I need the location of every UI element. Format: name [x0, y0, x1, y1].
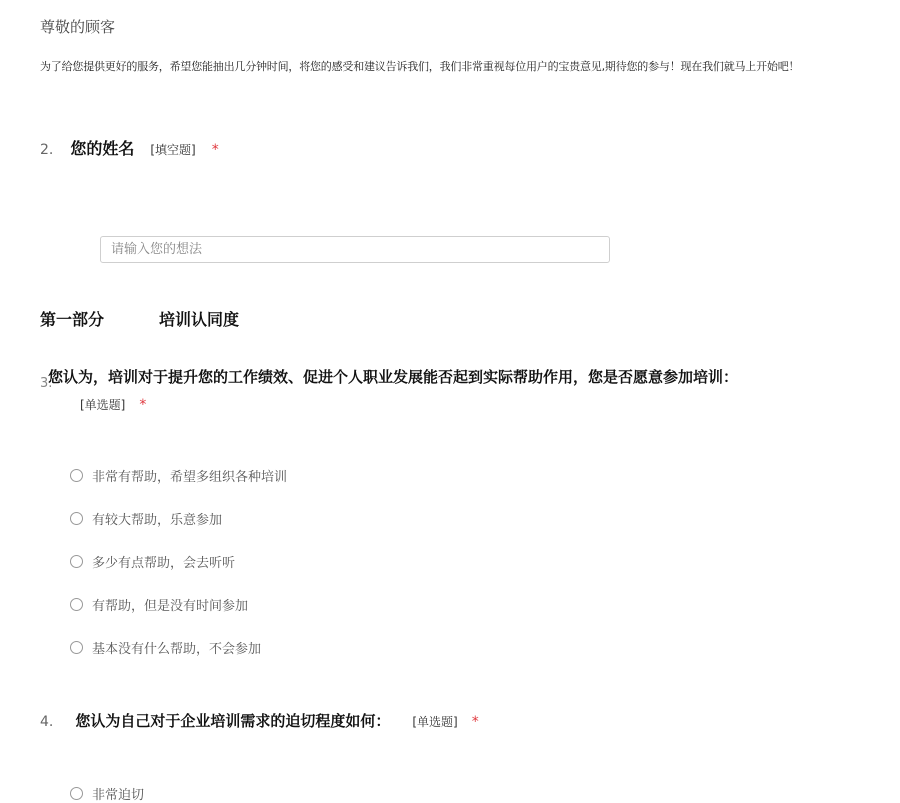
survey-greeting: 尊敬的顾客 [40, 18, 116, 36]
radio-button[interactable] [70, 787, 83, 800]
required-marker: * [471, 714, 479, 730]
option-label: 有较大帮助，乐意参加 [92, 513, 223, 528]
option-q3-4[interactable] [70, 595, 248, 614]
question-number: 2. [40, 142, 54, 158]
option-label: 多少有点帮助，会去听听 [92, 556, 236, 571]
question-type-label: [填空题] [150, 143, 196, 157]
question-type-label: [单选题] [412, 715, 458, 729]
required-marker: * [211, 142, 219, 158]
option-q3-1[interactable] [70, 466, 287, 485]
question-4-header [40, 710, 479, 731]
radio-button[interactable] [70, 469, 83, 482]
option-q3-3[interactable] [70, 552, 235, 571]
name-input[interactable] [100, 236, 610, 263]
option-label: 有帮助，但是没有时间参加 [92, 599, 249, 614]
section-title: 培训认同度 [159, 310, 240, 329]
option-label: 基本没有什么帮助，不会参加 [92, 642, 262, 657]
question-title: 您认为自己对于企业培训需求的迫切程度如何： [75, 712, 391, 730]
survey-intro: 为了给您提供更好的服务，希望您能抽出几分钟时间，将您的感受和建议告诉我们，我们非常重视每位用户的宝贵意见,期待您的参与！现在我们就马上开始吧！ [40, 60, 800, 73]
required-marker: * [139, 397, 147, 413]
radio-button[interactable] [70, 555, 83, 568]
option-q4-1[interactable] [70, 784, 144, 803]
question-2-header [40, 136, 219, 159]
radio-button[interactable] [70, 598, 83, 611]
option-label: 非常迫切 [92, 788, 145, 803]
question-number: 4. [40, 714, 54, 730]
radio-button[interactable] [70, 512, 83, 525]
option-q3-5[interactable] [70, 638, 261, 657]
radio-button[interactable] [70, 641, 83, 654]
question-title: 您认为，培训对于提升您的工作绩效、促进个人职业发展能否起到实际帮助作用，您是否愿意参加培训： [48, 368, 739, 386]
section-part-label: 第一部分 [40, 310, 105, 329]
question-title: 您的姓名 [70, 139, 135, 158]
question-number: 3. [40, 376, 53, 391]
question-3-meta [80, 396, 146, 413]
option-q3-2[interactable] [70, 509, 222, 528]
option-label: 非常有帮助，希望多组织各种培训 [92, 470, 288, 485]
question-type-label: [单选题] [80, 398, 126, 412]
